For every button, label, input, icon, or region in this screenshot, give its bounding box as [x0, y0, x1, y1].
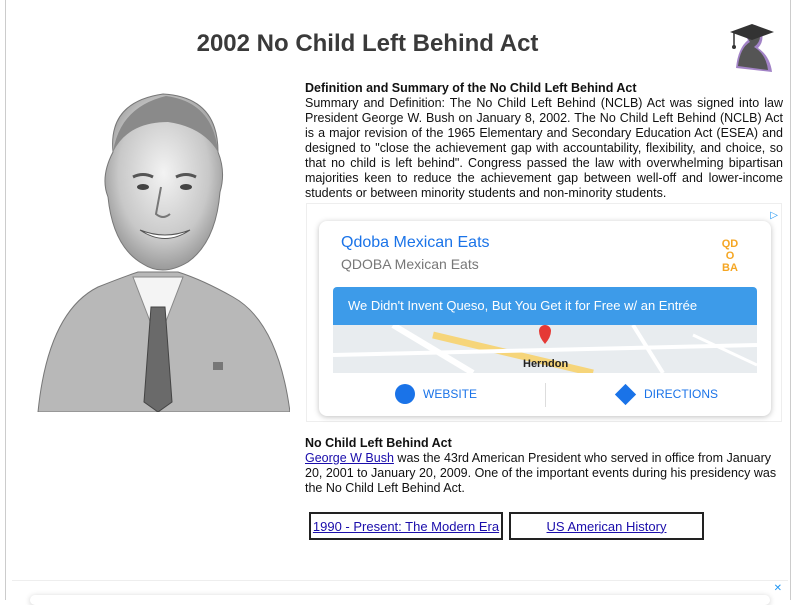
map-label: Herndon	[523, 358, 569, 370]
page-title: 2002 No Child Left Behind Act	[196, 30, 539, 57]
ad-map[interactable]	[333, 325, 757, 373]
nclb-text	[305, 451, 783, 496]
graduate-logo-icon	[726, 18, 776, 74]
svg-text:BA: BA	[722, 262, 738, 274]
definition-text: Summary and Definition: The No Child Left Behind (NCLB) Act was signed into law President George W. Bush on January 8, 2002. The No Child Left Behind (NCLB) Act is a major revision of the 1965 Elementary and Secondary Education Act (ESEA) and designed to "close the achievement gap with accountability, flexibility, and choice, so that no child is left behind". Congress passed the law with overwhelming bipartisan majorities keen to reduce the achievement gap between well-off and lower-income students or between minority students and non-minority students.	[305, 96, 783, 200]
directions-label: DIRECTIONS	[644, 387, 719, 401]
ad-subtitle: QDOBA Mexican Eats	[341, 256, 479, 272]
george-bush-portrait	[28, 82, 290, 412]
svg-text:QD: QD	[721, 238, 739, 250]
adchoices-icon[interactable]: ▷	[770, 210, 778, 221]
qdoba-ad[interactable]	[306, 203, 782, 422]
svg-text:O: O	[725, 250, 735, 262]
us-history-link[interactable]: US American History	[546, 518, 667, 534]
website-label: WEBSITE	[423, 387, 478, 401]
qdoba-logo-icon	[717, 235, 743, 277]
ad-card[interactable]	[319, 221, 771, 416]
map-pin-icon	[539, 325, 551, 344]
action-divider	[545, 383, 546, 407]
nclb-body: was the 43rd American President who served in office from January 20, 2001 to January 20, 2009. One of the important events during his presidency was the No Child Left Behind Act.	[305, 451, 777, 495]
directions-button[interactable]	[615, 379, 718, 409]
globe-icon	[395, 384, 415, 404]
us-history-box	[509, 512, 704, 540]
bottom-ad-card[interactable]	[30, 595, 770, 605]
nclb-heading: No Child Left Behind Act	[305, 436, 452, 450]
adchoices-icon-bottom[interactable]: ✕	[773, 583, 782, 594]
definition-heading: Definition and Summary of the No Child Left Behind Act	[305, 81, 637, 95]
modern-era-box	[309, 512, 503, 540]
george-bush-link[interactable]: George W Bush	[305, 451, 394, 465]
bottom-ad[interactable]	[12, 580, 788, 601]
ad-title[interactable]: Qdoba Mexican Eats	[341, 234, 490, 251]
website-button[interactable]	[395, 379, 477, 409]
modern-era-link[interactable]: 1990 - Present: The Modern Era	[312, 518, 500, 534]
directions-icon	[615, 383, 636, 404]
definition-section	[305, 81, 783, 201]
ad-actions	[333, 379, 757, 409]
nclb-section	[305, 436, 783, 496]
ad-banner[interactable]: We Didn't Invent Queso, But You Get it for Free w/ an Entrée	[333, 287, 757, 325]
